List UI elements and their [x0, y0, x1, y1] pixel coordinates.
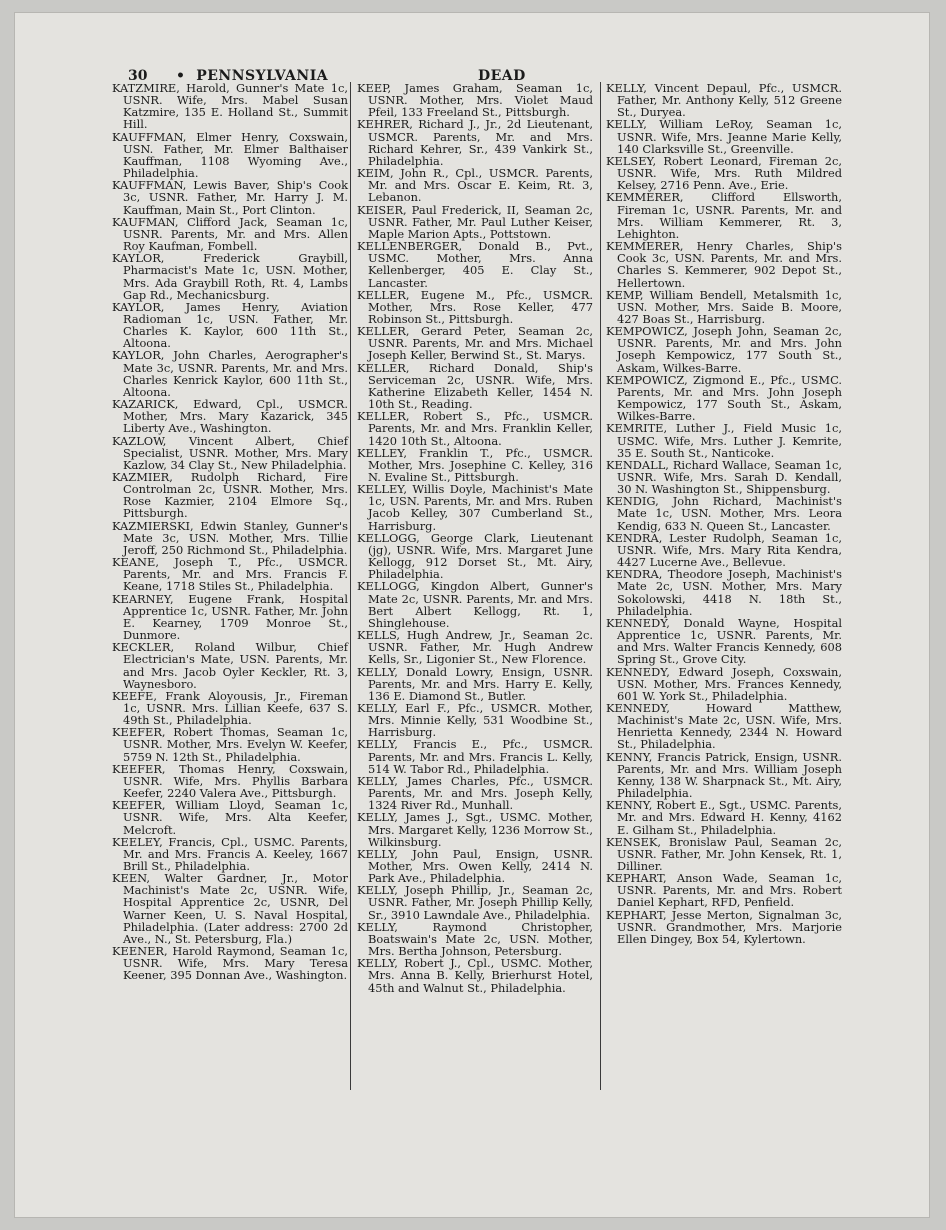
casualty-entry: KELLY, Donald Lowry, Ensign, USNR. Parents, Mr. and Mrs. Harry E. Kelly, 136 E. Diamond St., Butler. [357, 664, 593, 703]
casualty-entry: KENSEK, Bronislaw Paul, Seaman 2c, USNR. Father, Mr. John Kensek, Rt. 1, Dilliner. [606, 834, 842, 873]
casualty-entry: KELLY, Joseph Phillip, Jr., Seaman 2c, USNR. Father, Mr. Joseph Phillip Kelly, Sr., 3910 Lawndale Ave., Philadelphia. [357, 883, 593, 922]
casualty-entry: KELLY, Robert J., Cpl., USMC. Mother, Mrs. Anna B. Kelly, Brierhurst Hotel, 45th and Walnut St., Philadelphia. [357, 956, 593, 995]
casualty-entry: KAZARICK, Edward, Cpl., USMCR. Mother, Mrs. Mary Kazarick, 345 Liberty Ave., Washington. [112, 397, 348, 436]
casualty-entry: KENDIG, John Richard, Machinist's Mate 1c, USN. Mother, Mrs. Leora Kendig, 633 N. Queen St., Lancaster. [606, 494, 842, 533]
casualty-entry: KEEN, Walter Gardner, Jr., Motor Machinist's Mate 2c, USNR. Wife, Hospital Apprentice 2c, USNR, Del Warner Keen, U. S. Naval Hospital, Philadelphia. (Later address: 2700 2d Ave., N., St. Petersburg, Fla.) [112, 871, 348, 946]
casualty-entry: KEPHART, Jesse Merton, Signalman 3c, USNR. Grandmother, Mrs. Marjorie Ellen Dingey, Box 54, Kylertown. [606, 907, 842, 946]
casualty-entry: KEISER, Paul Frederick, II, Seaman 2c, USNR. Father, Mr. Paul Luther Keiser, Maple Marion Apts., Pottstown. [357, 202, 593, 241]
casualty-entry: KEELEY, Francis, Cpl., USMC. Parents, Mr. and Mrs. Francis A. Keeley, 1667 Brill St., Philadelphia. [112, 834, 348, 873]
casualty-entry: KELLY, Vincent Depaul, Pfc., USMCR. Father, Mr. Anthony Kelly, 512 Greene St., Duryea. [606, 81, 842, 120]
casualty-entry: KAYLOR, Frederick Graybill, Pharmacist's Mate 1c, USN. Mother, Mrs. Ada Graybill Roth, Rt. 4, Lambs Gap Rd., Mechanicsburg. [112, 251, 348, 302]
column-3 [606, 82, 842, 945]
casualty-entry: KEMRITE, Luther J., Field Music 1c, USMC. Wife, Mrs. Luther J. Kemrite, 35 E. South St., Nanticoke. [606, 421, 842, 460]
casualty-entry: KELLER, Eugene M., Pfc., USMCR. Mother, Mrs. Rose Keller, 477 Robinson St., Pittsburgh. [357, 287, 593, 326]
state-heading: • PENNSYLVANIA [176, 68, 329, 84]
casualty-entry: KEANE, Joseph T., Pfc., USMCR. Parents, Mr. and Mrs. Francis F. Keane, 1718 Stiles St., Philadelphia. [112, 555, 348, 594]
column-1 [112, 82, 348, 982]
page-number: 30 [128, 68, 148, 84]
casualty-entry: KELLY, Raymond Christopher, Boatswain's Mate 2c, USN. Mother, Mrs. Bertha Johnson, Petersburg. [357, 919, 593, 959]
casualty-entry: KELLEY, Willis Doyle, Machinist's Mate 1c, USN. Parents, Mr. and Mrs. Ruben Jacob Kelley, 307 Cumberland St., Harrisburg. [357, 482, 593, 533]
casualty-entry: KEMP, William Bendell, Metalsmith 1c, USN. Mother, Mrs. Saide B. Moore, 427 Boas St., Harrisburg. [606, 287, 842, 326]
casualty-entry: KEMPOWICZ, Joseph John, Seaman 2c, USNR. Parents, Mr. and Mrs. John Joseph Kempowicz, 177 South St., Askam, Wilkes-Barre. [606, 324, 842, 375]
casualty-entry: KEMMERER, Clifford Ellsworth, Fireman 1c, USNR. Parents, Mr. and Mrs. William Kemmerer, Rt. 3, Lehighton. [606, 190, 842, 241]
casualty-entry: KAZLOW, Vincent Albert, Chief Specialist, USNR. Mother, Mrs. Mary Kazlow, 34 Clay St., New Philadelphia. [112, 433, 348, 472]
casualty-entry: KENDALL, Richard Wallace, Seaman 1c, USNR. Wife, Mrs. Sarah D. Kendall, 30 N. Washington St., Shippensburg. [606, 457, 842, 497]
casualty-entry: KEMPOWICZ, Zigmond E., Pfc., USMC. Parents, Mr. and Mrs. John Joseph Kempowicz, 177 South St., Askam, Wilkes-Barre. [606, 372, 842, 424]
casualty-entry: KEEFER, Thomas Henry, Coxswain, USNR. Wife, Mrs. Phyllis Barbara Keefer, 2240 Valera Ave., Pittsburgh. [112, 761, 348, 801]
casualty-entry: KAYLOR, John Charles, Aerographer's Mate 3c, USNR. Parents, Mr. and Mrs. Charles Kenrick Kaylor, 600 11th St., Altoona. [112, 348, 348, 399]
casualty-entry: KELLS, Hugh Andrew, Jr., Seaman 2c. USNR. Father, Mr. Hugh Andrew Kells, Sr., Ligonier St., New Florence. [357, 628, 593, 667]
casualty-entry: KECKLER, Roland Wilbur, Chief Electrician's Mate, USN. Parents, Mr. and Mrs. Jacob Oyler Keckler, Rt. 3, Waynesboro. [112, 640, 348, 691]
casualty-entry: KAZMIERSKI, Edwin Stanley, Gunner's Mate 3c, USN. Mother, Mrs. Tillie Jeroff, 250 Richmond St., Philadelphia. [112, 518, 348, 557]
casualty-entry: KELSEY, Robert Leonard, Fireman 2c, USNR. Wife, Mrs. Ruth Mildred Kelsey, 2716 Penn. Ave., Erie. [606, 153, 842, 193]
casualty-entry: KENNEDY, Donald Wayne, Hospital Apprentice 1c, USNR. Parents, Mr. and Mrs. Walter Francis Kennedy, 608 Spring St., Grove City. [606, 615, 842, 667]
casualty-entry: KEEFER, Robert Thomas, Seaman 1c, USNR. Mother, Mrs. Evelyn W. Keefer, 5759 N. 12th St., Philadelphia. [112, 725, 348, 764]
casualty-entry: KATZMIRE, Harold, Gunner's Mate 1c, USNR. Wife, Mrs. Mabel Susan Katzmire, 135 E. Holland St., Summit Hill. [112, 81, 348, 132]
casualty-entry: KELLY, Francis E., Pfc., USMCR. Parents, Mr. and Mrs. Francis L. Kelly, 514 W. Tabor Rd., Philadelphia. [357, 737, 593, 776]
casualty-entry: KELLY, James J., Sgt., USMC. Mother, Mrs. Margaret Kelly, 1236 Morrow St., Wilkinsburg. [357, 810, 593, 849]
casualty-entry: KENNEDY, Howard Matthew, Machinist's Mate 2c, USN. Wife, Mrs. Henrietta Kennedy, 2344 N. Howard St., Philadelphia. [606, 700, 842, 752]
casualty-entry: KENNY, Robert E., Sgt., USMC. Parents, Mr. and Mrs. Edward H. Kenny, 4162 E. Gilham St., Philadelphia. [606, 798, 842, 837]
casualty-entry: KELLY, William LeRoy, Seaman 1c, USNR. Wife, Mrs. Jeanne Marie Kelly, 140 Clarksville St., Greenville. [606, 117, 842, 156]
casualty-entry: KELLER, Gerard Peter, Seaman 2c, USNR. Parents, Mr. and Mrs. Michael Joseph Keller, Berwind St., St. Marys. [357, 324, 593, 363]
section-heading: DEAD [478, 68, 526, 84]
column-divider-1 [350, 82, 351, 1090]
casualty-entry: KELLOGG, George Clark, Lieutenant (jg), USNR. Wife, Mrs. Margaret June Kellogg, 912 Dorset St., Mt. Airy, Philadelphia. [357, 530, 593, 582]
casualty-entry: KENDRA, Theodore Joseph, Machinist's Mate 2c, USN. Mother, Mrs. Mary Sokolowski, 4418 N. 18th St., Philadelphia. [606, 567, 842, 618]
casualty-entry: KAZMIER, Rudolph Richard, Fire Controlman 2c, USNR. Mother, Mrs. Rose Kazmier, 2104 Elmore Sq., Pittsburgh. [112, 470, 348, 521]
casualty-entry: KEMMERER, Henry Charles, Ship's Cook 3c, USN. Parents, Mr. and Mrs. Charles S. Kemmerer, 902 Depot St., Hellertown. [606, 239, 842, 290]
casualty-entry: KELLY, Earl F., Pfc., USMCR. Mother, Mrs. Minnie Kelly, 531 Woodbine St., Harrisburg. [357, 700, 593, 740]
casualty-entry: KEENER, Harold Raymond, Seaman 1c, USNR. Wife, Mrs. Mary Teresa Keener, 395 Donnan Ave., Washington. [112, 944, 348, 983]
casualty-entry: KELLY, James Charles, Pfc., USMCR. Parents, Mr. and Mrs. Joseph Kelly, 1324 River Rd., Munhall. [357, 773, 593, 813]
casualty-entry: KENNEDY, Edward Joseph, Coxswain, USN. Mother, Mrs. Frances Kennedy, 601 W. York St., Philadelphia. [606, 664, 842, 703]
casualty-entry: KEIM, John R., Cpl., USMCR. Parents, Mr. and Mrs. Oscar E. Keim, Rt. 3, Lebanon. [357, 166, 593, 205]
casualty-entry: KAUFMAN, Clifford Jack, Seaman 1c, USNR. Parents, Mr. and Mrs. Allen Roy Kaufman, Fombell. [112, 214, 348, 254]
casualty-entry: KEEFE, Frank Aloyousis, Jr., Fireman 1c, USNR. Mrs. Lillian Keefe, 637 S. 49th St., Philadelphia. [112, 688, 348, 728]
casualty-entry: KEEP, James Graham, Seaman 1c, USNR. Mother, Mrs. Violet Maud Pfeil, 133 Freeland St., Pittsburgh. [357, 81, 593, 120]
casualty-entry: KELLOGG, Kingdon Albert, Gunner's Mate 2c, USNR. Parents, Mr. and Mrs. Bert Albert Kellogg, Rt. 1, Shinglehouse. [357, 579, 593, 630]
casualty-entry: KELLY, John Paul, Ensign, USNR. Mother, Mrs. Owen Kelly, 2414 N. Park Ave., Philadelphia. [357, 846, 593, 886]
casualty-entry: KENNY, Francis Patrick, Ensign, USNR. Parents, Mr. and Mrs. William Joseph Kenny, 138 W. Sharpnack St., Mt. Airy, Philadelphia. [606, 749, 842, 801]
casualty-entry: KENDRA, Lester Rudolph, Seaman 1c, USNR. Wife, Mrs. Mary Rita Kendra, 4427 Lucerne Ave., Bellevue. [606, 530, 842, 570]
column-divider-2 [600, 82, 601, 1090]
casualty-entry: KAYLOR, James Henry, Aviation Radioman 1c, USN. Father, Mr. Charles K. Kaylor, 600 11th St., Altoona. [112, 299, 348, 351]
casualty-entry: KELLENBERGER, Donald B., Pvt., USMC. Mother, Mrs. Anna Kellenberger, 405 E. Clay St., Lancaster. [357, 239, 593, 290]
casualty-entry: KEARNEY, Eugene Frank, Hospital Apprentice 1c, USNR. Father, Mr. John E. Kearney, 1709 Monroe St., Dunmore. [112, 591, 348, 643]
column-2 [357, 82, 593, 994]
casualty-entry: KAUFFMAN, Elmer Henry, Coxswain, USN. Father, Mr. Elmer Balthaiser Kauffman, 1108 Wyoming Ave., Philadelphia. [112, 129, 348, 181]
casualty-entry: KELLEY, Franklin T., Pfc., USMCR. Mother, Mrs. Josephine C. Kelley, 316 N. Evaline St., Pittsburgh. [357, 445, 593, 484]
casualty-entry: KEPHART, Anson Wade, Seaman 1c, USNR. Parents, Mr. and Mrs. Robert Daniel Kephart, RFD, Penfield. [606, 871, 842, 910]
casualty-entry: KELLER, Robert S., Pfc., USMCR. Parents, Mr. and Mrs. Franklin Keller, 1420 10th St., Altoona. [357, 409, 593, 448]
casualty-entry: KEEFER, William Lloyd, Seaman 1c, USNR. Wife, Mrs. Alta Keefer, Melcroft. [112, 798, 348, 837]
casualty-entry: KELLER, Richard Donald, Ship's Serviceman 2c, USNR. Wife, Mrs. Katherine Elizabeth Keller, 1454 N. 10th St., Reading. [357, 360, 593, 412]
casualty-entry: KEHRER, Richard J., Jr., 2d Lieutenant, USMCR. Parents, Mr. and Mrs. Richard Kehrer, Sr., 439 Vankirk St., Philadelphia. [357, 117, 593, 168]
state-name: PENNSYLVANIA [196, 68, 329, 84]
casualty-entry: KAUFFMAN, Lewis Baver, Ship's Cook 3c, USNR. Father, Mr. Harry J. M. Kauffman, Main St., Port Clinton. [112, 178, 348, 217]
